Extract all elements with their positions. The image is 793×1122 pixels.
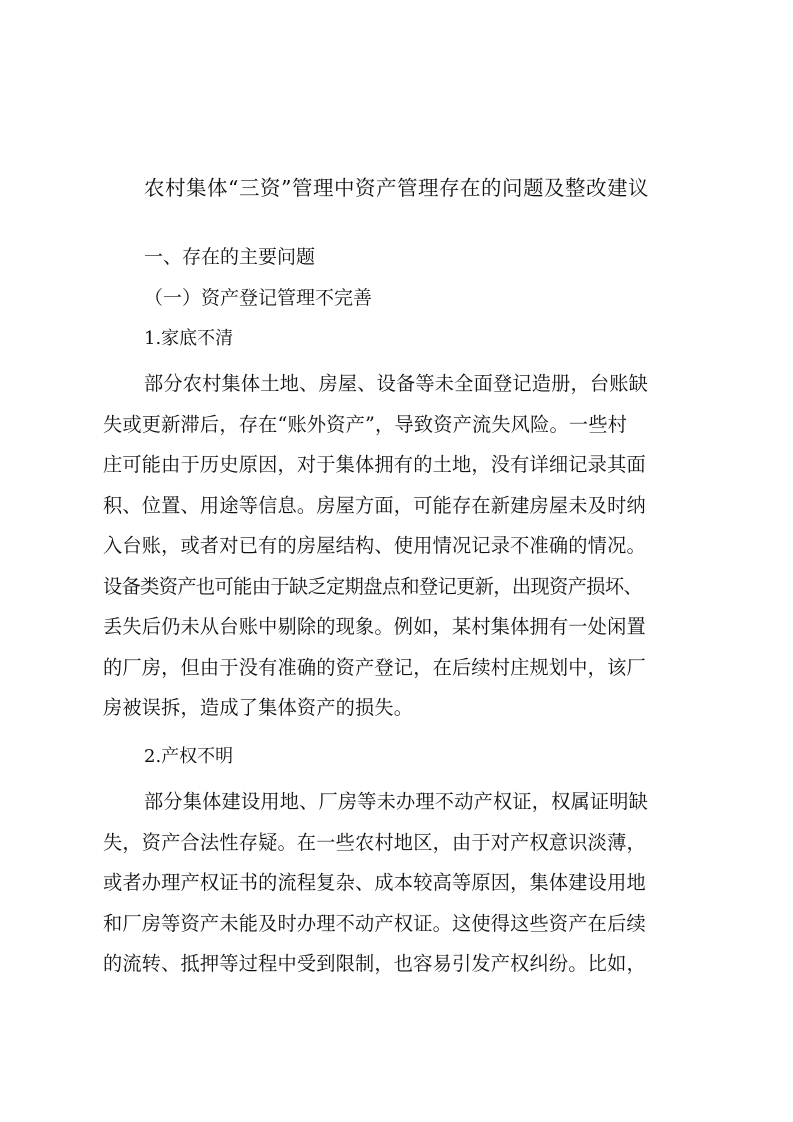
paragraph-line: 和厂房等资产未能及时办理不动产权证。这使得这些资产在后续 bbox=[103, 911, 646, 935]
paragraph-line: 设备类资产也可能由于缺乏定期盘点和登记更新，出现资产损坏、 bbox=[103, 574, 643, 598]
paragraph-line: 部分集体建设用地、厂房等未办理不动产权证，权属证明缺 bbox=[144, 790, 649, 813]
paragraph-line: 丢失后仍未从台账中剔除的现象。例如，某村集体拥有一处闲置 bbox=[103, 615, 646, 638]
item1-heading: 1.家底不清 bbox=[144, 328, 234, 349]
section-heading: 一、存在的主要问题 bbox=[144, 246, 316, 268]
document-title: 农村集体“三资”管理中资产管理存在的问题及整改建议 bbox=[144, 176, 649, 200]
item2-paragraph bbox=[103, 782, 703, 985]
paragraph-line: 庄可能由于历史原因，对于集体拥有的土地，没有详细记录其面 bbox=[103, 453, 646, 476]
item2-heading: 2.产权不明 bbox=[144, 746, 234, 767]
paragraph-line: 失或更新滞后，存在“账外资产”，导致资产流失风险。一些村 bbox=[103, 412, 628, 436]
paragraph-line: 的流转、抵押等过程中受到限制，也容易引发产权纠纷。比如， bbox=[103, 952, 646, 975]
paragraph-line: 的厂房，但由于没有准确的资产登记，在后续村庄规划中，该厂 bbox=[103, 655, 646, 679]
paragraph-line: 失，资产合法性存疑。在一些农村地区，由于对产权意识淡薄， bbox=[103, 830, 646, 854]
paragraph-line: 部分农村集体土地、房屋、设备等未全面登记造册，台账缺 bbox=[144, 372, 649, 395]
paragraph-line: 入台账，或者对已有的房屋结构、使用情况记录不准确的情况。 bbox=[103, 534, 646, 557]
subsection-heading: （一）资产登记管理不完善 bbox=[144, 287, 373, 309]
paragraph-line: 或者办理产权证书的流程复杂、成本较高等原因，集体建设用地 bbox=[103, 871, 646, 894]
item1-paragraph bbox=[103, 364, 703, 729]
paragraph-line: 积、位置、用途等信息。房屋方面，可能存在新建房屋未及时纳 bbox=[103, 493, 646, 517]
paragraph-line: 房被误拆，造成了集体资产的损失。 bbox=[103, 696, 414, 719]
